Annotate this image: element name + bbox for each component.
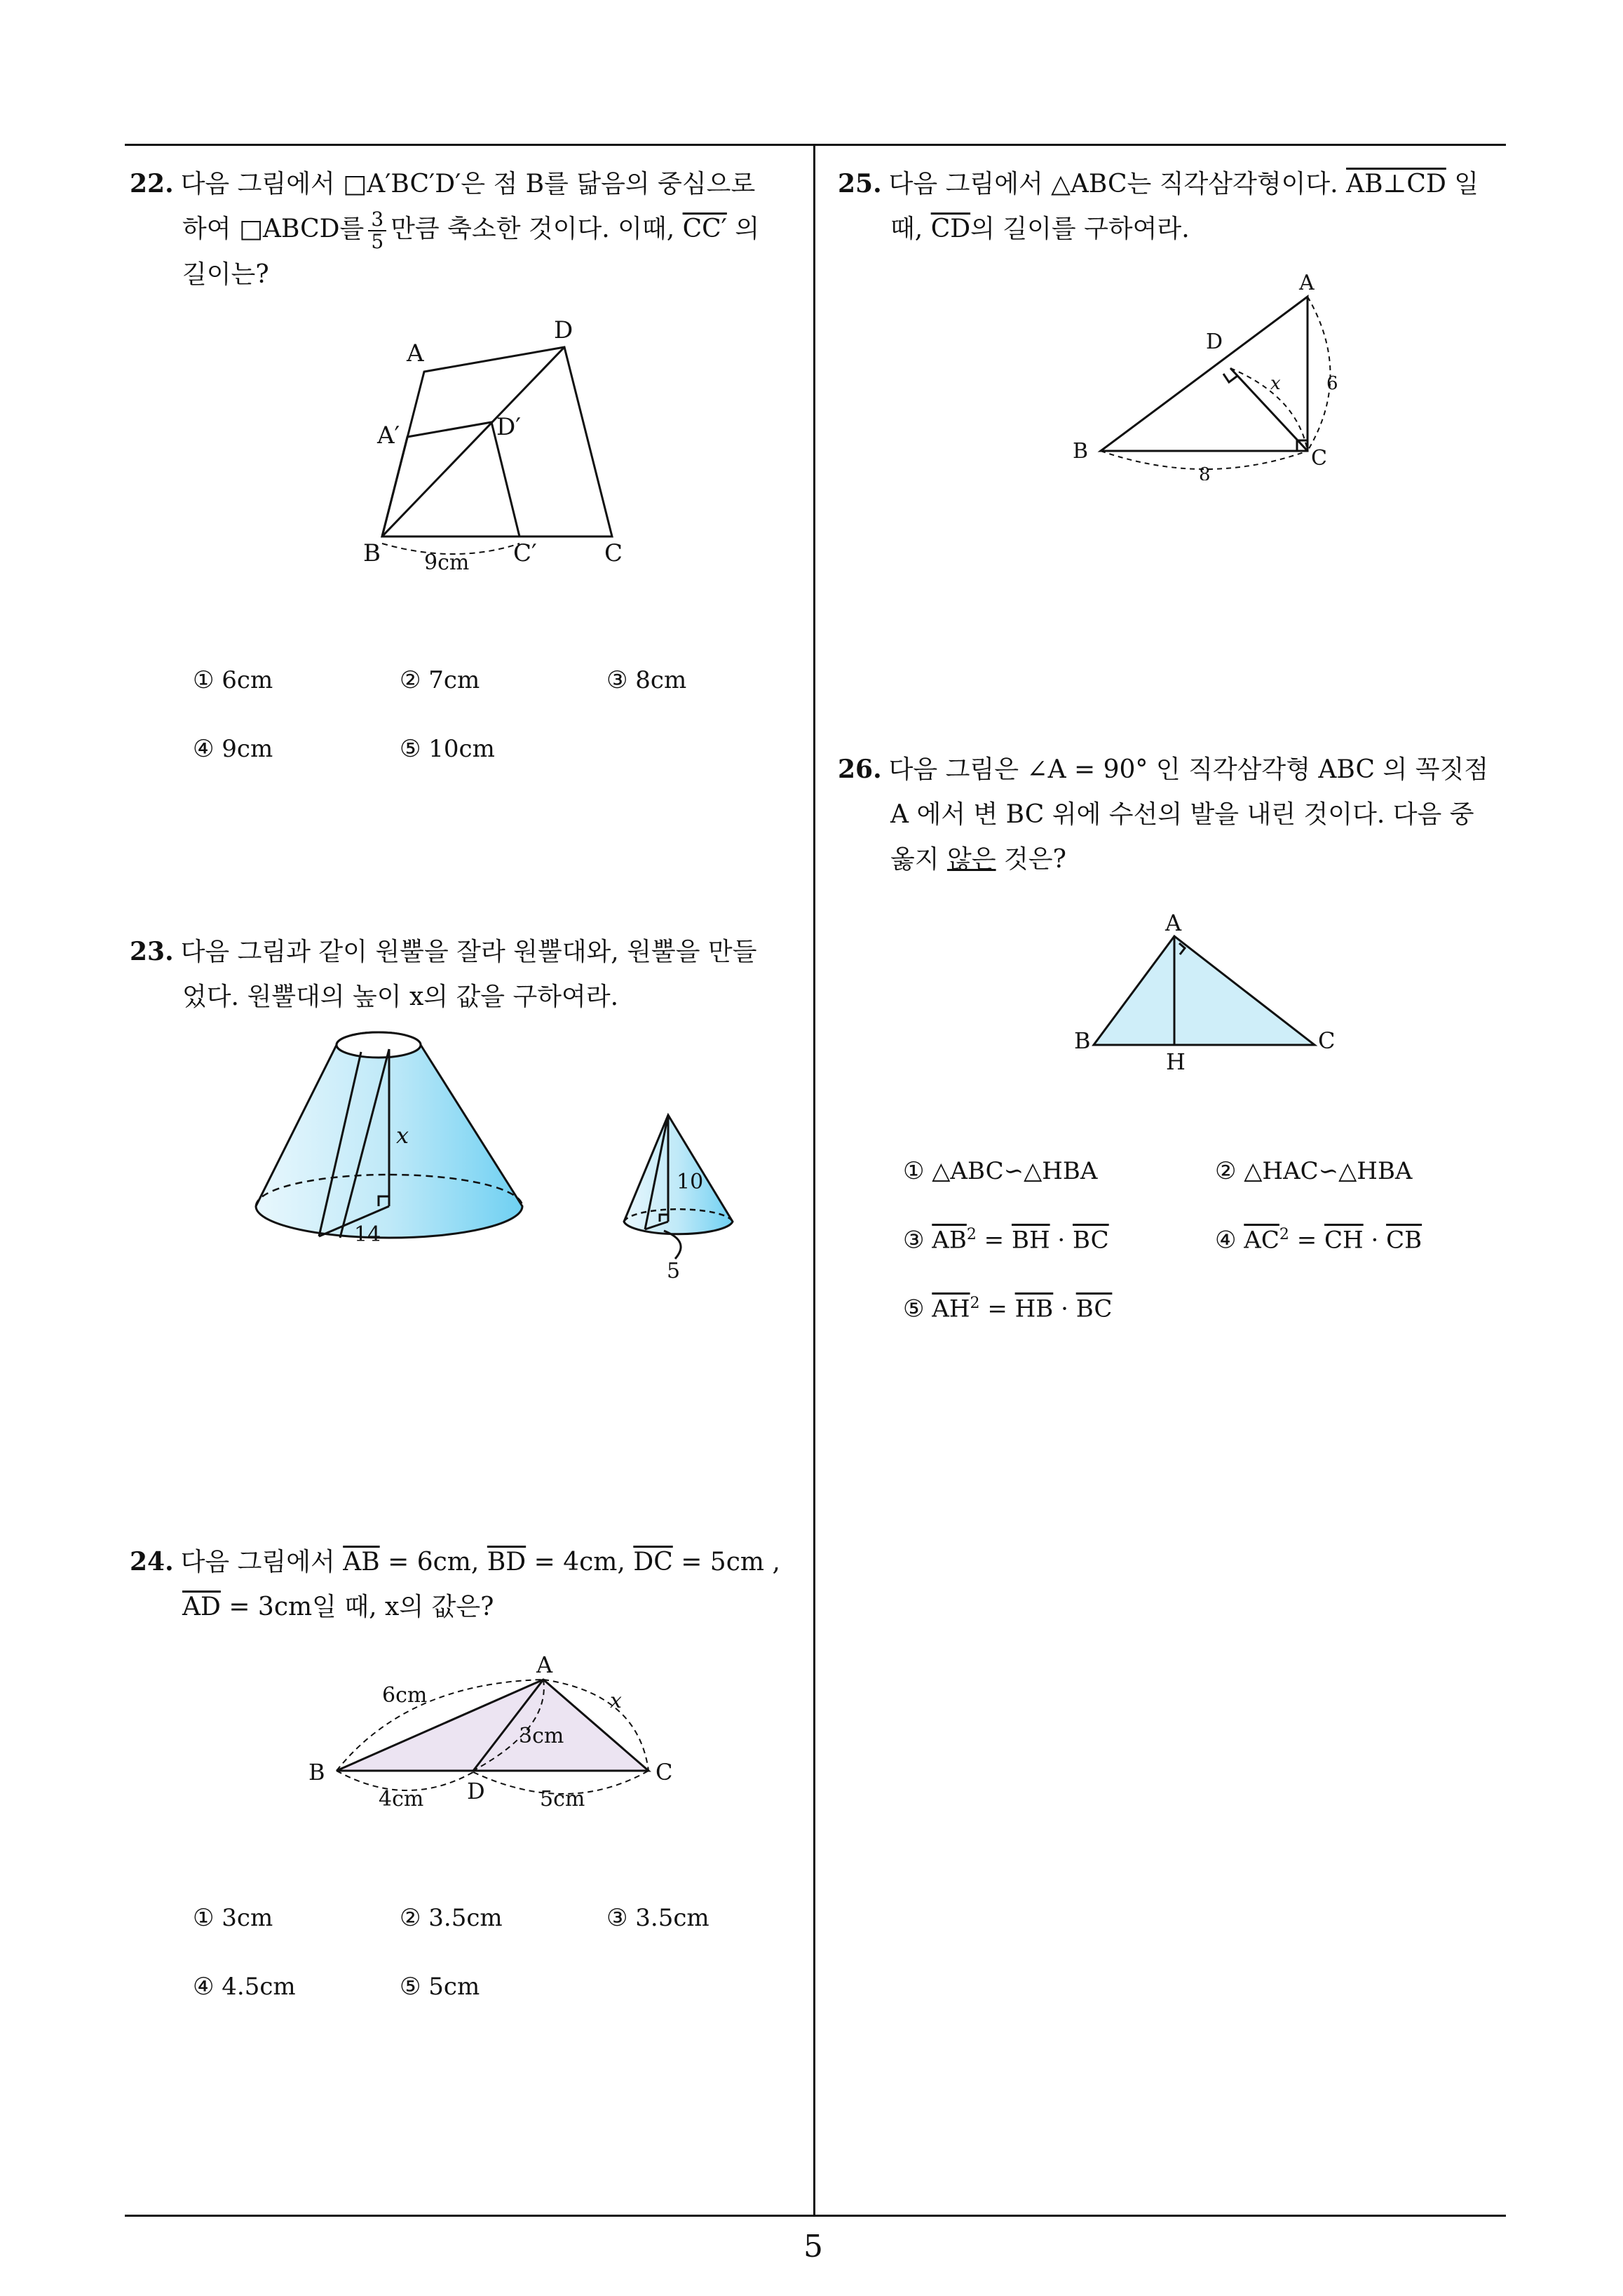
label-C: C — [656, 1759, 673, 1785]
question-number: 23. — [130, 937, 174, 966]
label-10: 10 — [677, 1170, 704, 1194]
label-C-prime: C′ — [513, 539, 537, 567]
segment-bd: $\overline{BD}$ — [487, 1548, 527, 1576]
question-text-line: 었다. 원뿔대의 높이 x의 값을 구하여라. — [182, 982, 619, 1011]
label-B: B — [363, 539, 381, 567]
question-text: 때, — [890, 215, 923, 243]
perpendicular-condition: AB⊥CD — [1346, 170, 1446, 198]
question-number: 26. — [838, 755, 882, 784]
choice-5[interactable]: ⑤ $\overline{AH}^2 = \overline{HB} \cdot \overline{BC}$ — [903, 1295, 1113, 1323]
choice-5[interactable]: ⑤ 10cm — [400, 735, 495, 763]
label-8: 8 — [1199, 464, 1211, 480]
label-D: D — [1206, 330, 1223, 354]
label-dc: 5cm — [540, 1787, 585, 1811]
label-x: x — [610, 1689, 622, 1713]
label-14: 14 — [354, 1222, 381, 1247]
figure-26-right-triangle — [1073, 908, 1353, 1069]
question-text: 것은? — [1004, 845, 1066, 874]
fraction: $\frac{3}{5}$ — [368, 209, 386, 252]
page-number: 5 — [803, 2229, 823, 2264]
label-ad: 3cm — [519, 1724, 564, 1748]
label-A-prime: A′ — [377, 421, 400, 450]
label-D: D — [554, 316, 573, 344]
question-23 — [130, 929, 803, 1020]
segment-ab: $\overline{AB}$ — [343, 1548, 380, 1576]
column-divider — [813, 144, 815, 2216]
question-text: 일 — [1454, 170, 1479, 198]
bottom-rule — [125, 2215, 1506, 2217]
figure-24-triangle — [301, 1652, 694, 1813]
question-text: = 3cm일 때, x의 값은? — [229, 1593, 494, 1621]
value-ab: = 6cm, — [388, 1548, 480, 1576]
choice-3[interactable]: ③ 8cm — [606, 666, 687, 694]
label-B: B — [1074, 1027, 1091, 1054]
choice-3[interactable]: ③ $\overline{AB}^2 = \overline{BH} \cdot \overline{BC}$ — [903, 1226, 1109, 1255]
label-length: 9cm — [424, 551, 470, 575]
question-text-line: 만큼 축소한 것이다. 이때, — [391, 215, 675, 243]
question-24 — [130, 1539, 803, 1630]
label-H: H — [1166, 1048, 1186, 1069]
figure-25-right-triangle — [1066, 270, 1360, 480]
choice-5[interactable]: ⑤ 5cm — [400, 1973, 480, 2001]
label-C: C — [1311, 446, 1327, 471]
choice-4[interactable]: ④ 9cm — [193, 735, 273, 763]
label-B: B — [1073, 439, 1089, 464]
question-text: 다음 그림에서 △ABC는 직각삼각형이다. — [888, 170, 1338, 198]
label-C: C — [1318, 1027, 1336, 1054]
label-bd: 4cm — [379, 1787, 424, 1811]
label-D-prime: D′ — [496, 413, 521, 441]
question-text: 의 길이를 구하여라. — [970, 215, 1190, 243]
question-number: 25. — [838, 169, 882, 198]
segment-cc: CC′ — [682, 215, 727, 243]
question-text-line: 의 — [735, 215, 760, 243]
label-A: A — [1165, 910, 1182, 936]
top-rule — [125, 144, 1506, 146]
question-22 — [130, 161, 803, 297]
segment-cd: $\overline{CD}$ — [930, 215, 971, 243]
choice-2[interactable]: ② △HAC∽△HBA — [1215, 1157, 1413, 1185]
segment-dc: $\overline{DC}$ — [633, 1548, 673, 1576]
question-number: 24. — [130, 1547, 174, 1576]
label-B: B — [308, 1759, 325, 1785]
emphasis-not: 않은 — [947, 845, 996, 874]
value-dc: = 5cm , — [681, 1548, 780, 1576]
question-text-line: 다음 그림에서 □A′BC′D′은 점 B를 닮음의 중심으로 — [180, 170, 756, 198]
label-x: x — [1270, 373, 1281, 394]
label-ab: 6cm — [382, 1683, 428, 1708]
label-x: x — [396, 1122, 409, 1149]
question-25 — [838, 161, 1511, 252]
question-26 — [838, 747, 1511, 882]
question-text-line: 길이는? — [182, 260, 269, 289]
figure-23-frustum-cone — [242, 1031, 747, 1290]
question-text-line: A 에서 변 BC 위에 수선의 발을 내린 것이다. 다음 중 — [890, 800, 1474, 829]
label-A: A — [1299, 271, 1315, 295]
choice-1[interactable]: ① 6cm — [193, 666, 273, 694]
label-A: A — [536, 1652, 553, 1678]
label-A: A — [407, 339, 424, 367]
choice-4[interactable]: ④ 4.5cm — [193, 1973, 296, 2001]
choice-4[interactable]: ④ $\overline{AC}^2 = \overline{CH} \cdot \overline{CB}$ — [1215, 1226, 1422, 1255]
question-text-line: 다음 그림은 ∠A = 90° 인 직각삼각형 ABC 의 꼭짓점 — [888, 755, 1489, 784]
question-text: 다음 그림에서 — [180, 1548, 335, 1576]
value-bd: = 4cm, — [534, 1548, 625, 1576]
choice-2[interactable]: ② 7cm — [400, 666, 480, 694]
question-text-line: 하여 □ABCD를 — [182, 215, 365, 243]
figure-22-quadrilateral — [351, 309, 645, 582]
question-number: 22. — [130, 169, 174, 198]
label-D: D — [467, 1778, 485, 1804]
question-text-line: 다음 그림과 같이 원뿔을 잘라 원뿔대와, 원뿔을 만들 — [180, 938, 757, 966]
segment-ad: $\overline{AD}$ — [182, 1593, 221, 1621]
choice-1[interactable]: ① 3cm — [193, 1904, 273, 1932]
choice-2[interactable]: ② 3.5cm — [400, 1904, 503, 1932]
label-6: 6 — [1326, 373, 1338, 394]
choice-3[interactable]: ③ 3.5cm — [606, 1904, 709, 1932]
label-5: 5 — [667, 1259, 681, 1283]
question-text: 옳지 — [890, 845, 939, 874]
label-C: C — [604, 539, 623, 567]
choice-1[interactable]: ① △ABC∽△HBA — [903, 1157, 1098, 1185]
